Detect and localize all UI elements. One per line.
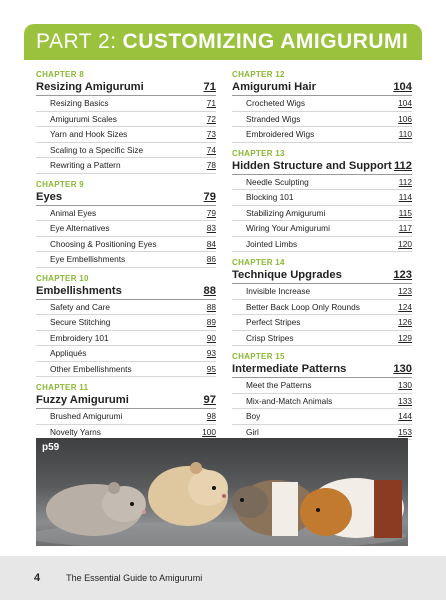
- chapter-label: CHAPTER 14: [232, 258, 285, 267]
- toc-entry-title: Appliqués: [50, 348, 87, 358]
- chapter-title-row[interactable]: [36, 80, 216, 96]
- toc-entry-page: 104: [398, 98, 412, 108]
- toc-entry-page: 79: [206, 207, 216, 218]
- toc-entry[interactable]: [36, 300, 216, 316]
- toc-entry-page: 95: [206, 363, 216, 374]
- toc-entry-title: Meet the Patterns: [246, 380, 312, 390]
- toc-entry-page: 114: [398, 192, 412, 202]
- toc-entry-title: Invisible Increase: [246, 286, 311, 296]
- toc-entry-title: Mix-and-Match Animals: [246, 395, 333, 406]
- chapter-label: CHAPTER 13: [232, 148, 285, 158]
- chapter-label: CHAPTER 10: [36, 273, 89, 283]
- part-title: CUSTOMIZING AMIGURUMI: [122, 30, 409, 53]
- chapter-title-row[interactable]: [232, 80, 412, 96]
- toc-entry[interactable]: [232, 206, 412, 222]
- toc-entry[interactable]: [232, 112, 412, 128]
- toc-entry-title: Perfect Stripes: [246, 317, 301, 327]
- chapter-title: Amigurumi Hair: [232, 81, 316, 93]
- toc-entry-page: 112: [398, 176, 412, 187]
- chapter-title-row[interactable]: [36, 190, 216, 206]
- toc-entry-page: 72: [206, 113, 216, 124]
- toc-entry-title: Brushed Amigurumi: [50, 411, 123, 421]
- tan-hamster-figure: [148, 462, 228, 526]
- toc-entry-page: 90: [206, 332, 216, 343]
- chapter-title: Resizing Amigurumi: [36, 81, 144, 93]
- footer-book-title: The Essential Guide to Amigurumi: [66, 573, 203, 583]
- toc-entry-title: Resizing Basics: [50, 98, 109, 108]
- chapter-title: Fuzzy Amigurumi: [36, 394, 129, 406]
- chapter-title-row[interactable]: [36, 393, 216, 409]
- toc-entry-title: Yarn and Hook Sizes: [50, 129, 128, 139]
- toc-entry[interactable]: [232, 300, 412, 316]
- toc-entry-title: Other Embellishments: [50, 363, 132, 374]
- toc-entry[interactable]: [232, 96, 412, 112]
- toc-entry-page: 74: [206, 144, 216, 155]
- toc-entry-page: 144: [398, 411, 412, 421]
- toc-entry-page: 73: [206, 129, 216, 139]
- toc-entry[interactable]: [36, 315, 216, 331]
- chapter-page-number: 88: [203, 284, 216, 297]
- toc-entry-page: 86: [206, 254, 216, 264]
- toc-entry[interactable]: [232, 221, 412, 237]
- part-banner: [24, 24, 422, 60]
- toc-entry-title: Better Back Loop Only Rounds: [246, 301, 360, 312]
- toc-entry-title: Scaling to a Specific Size: [50, 144, 144, 155]
- toc-entry[interactable]: [36, 237, 216, 253]
- toc-entry[interactable]: [232, 315, 412, 331]
- toc-entry[interactable]: [232, 175, 412, 191]
- toc-entry-title: Stranded Wigs: [246, 113, 301, 124]
- toc-entry-page: 89: [206, 317, 216, 327]
- chapter-title-row[interactable]: [232, 362, 412, 378]
- chapter-page-number: 71: [203, 81, 216, 93]
- toc-entry-page: 78: [206, 160, 216, 170]
- toc-entry-page: 84: [206, 238, 216, 249]
- chapter-label: CHAPTER 15: [232, 352, 285, 361]
- toc-entry-page: 71: [206, 98, 216, 108]
- toc-entry[interactable]: [232, 127, 412, 143]
- toc-entry-page: 106: [398, 113, 412, 124]
- toc-entry-page: 124: [398, 301, 412, 312]
- chapter-page-number: 79: [203, 190, 216, 203]
- toc-entry-page: 126: [398, 317, 412, 327]
- toc-entry-title: Crisp Stripes: [246, 332, 294, 343]
- toc-entry[interactable]: [36, 221, 216, 237]
- toc-entry-page: 129: [398, 332, 412, 343]
- part-label: PART 2:: [36, 30, 117, 53]
- toc-entry-title: Rewriting a Pattern: [50, 160, 121, 170]
- toc-entry[interactable]: [36, 112, 216, 128]
- toc-entry-title: Wiring Your Amigurumi: [246, 223, 330, 233]
- chapter-page-number: 104: [393, 81, 412, 93]
- toc-entry-page: 153: [398, 426, 412, 437]
- toc-entry-page: 120: [398, 238, 412, 249]
- toc-entry-page: 110: [398, 129, 412, 139]
- chapter-title: Hidden Structure and Support: [232, 159, 392, 172]
- chapter-page-number: 97: [203, 394, 216, 406]
- toc-entry[interactable]: [36, 331, 216, 347]
- toc-entry-page: 117: [398, 223, 412, 233]
- toc-column-right: [232, 64, 412, 440]
- toc-entry-page: 88: [206, 301, 216, 312]
- toc-entry[interactable]: [232, 378, 412, 394]
- toc-entry-page: 130: [398, 380, 412, 390]
- chapter-label: CHAPTER 8: [36, 70, 85, 79]
- toc-entry-title: Stabilizing Amigurumi: [246, 207, 326, 218]
- amigurumi-photo: [36, 438, 408, 546]
- toc-entry[interactable]: [232, 237, 412, 253]
- toc-entry-title: Animal Eyes: [50, 207, 97, 218]
- toc-entry-title: Jointed Limbs: [246, 238, 298, 249]
- toc-entry[interactable]: [36, 206, 216, 222]
- toc-entry[interactable]: [232, 284, 412, 300]
- toc-entry[interactable]: [36, 346, 216, 362]
- chapter-title: Embellishments: [36, 284, 122, 297]
- chapter-page-number: 130: [393, 363, 412, 375]
- chapter-title: Intermediate Patterns: [232, 363, 347, 375]
- chapter-label: CHAPTER 12: [232, 70, 285, 79]
- toc-entry[interactable]: [36, 143, 216, 159]
- toc-column-left: [36, 64, 216, 440]
- toc-entry-title: Eye Embellishments: [50, 254, 126, 264]
- toc-entry-title: Safety and Care: [50, 301, 110, 312]
- toc-entry-title: Embroidered Wigs: [246, 129, 315, 139]
- chapter-label: CHAPTER 11: [36, 383, 89, 392]
- toc-entry-page: 93: [206, 348, 216, 358]
- toc-entry-title: Girl: [246, 426, 259, 437]
- chapter-page-number: 123: [393, 269, 412, 281]
- amigurumi-illustration: [36, 438, 408, 546]
- orange-guinea-pig-figure: [300, 478, 404, 538]
- toc-entry[interactable]: [232, 190, 412, 206]
- chapter-label: CHAPTER 9: [36, 179, 85, 189]
- toc-entry-page: 100: [202, 426, 216, 437]
- page-footer: [0, 556, 446, 600]
- toc-entry-page: 115: [398, 207, 412, 218]
- toc-entry[interactable]: [232, 409, 412, 425]
- toc-entry-title: Crocheted Wigs: [246, 98, 306, 108]
- footer-page-number: 4: [34, 572, 41, 584]
- toc-entry[interactable]: [36, 252, 216, 268]
- toc-entry-title: Choosing & Positioning Eyes: [50, 238, 157, 249]
- toc-entry[interactable]: [232, 331, 412, 347]
- toc-entry-title: Secure Stitching: [50, 317, 111, 327]
- toc-entry[interactable]: [232, 394, 412, 410]
- toc-entry[interactable]: [36, 96, 216, 112]
- toc-entry-title: Amigurumi Scales: [50, 113, 117, 124]
- toc-entry-title: Blocking 101: [246, 192, 294, 202]
- chapter-title: Technique Upgrades: [232, 269, 342, 281]
- chapter-title-row[interactable]: [232, 159, 412, 175]
- toc-entry-title: Eye Alternatives: [50, 223, 110, 233]
- toc-entry-page: 83: [206, 223, 216, 233]
- chapter-title: Eyes: [36, 190, 63, 203]
- toc-entry-title: Novelty Yarns: [50, 426, 101, 437]
- chapter-title-row[interactable]: [232, 268, 412, 284]
- photo-page-label: p59: [42, 442, 60, 453]
- toc-entry-page: 123: [398, 286, 412, 296]
- chapter-title-row[interactable]: [36, 284, 216, 300]
- toc-entry[interactable]: [36, 127, 216, 143]
- toc-entry[interactable]: [36, 362, 216, 378]
- toc-entry-title: Boy: [246, 411, 261, 421]
- toc-entry-title: Needle Sculpting: [246, 176, 309, 187]
- toc-entry[interactable]: [36, 158, 216, 174]
- toc-entry-page: 98: [206, 411, 216, 421]
- toc-entry-title: Embroidery 101: [50, 332, 109, 343]
- toc-entry[interactable]: [36, 409, 216, 425]
- chapter-page-number: 112: [393, 159, 412, 172]
- toc-entry-page: 133: [398, 395, 412, 406]
